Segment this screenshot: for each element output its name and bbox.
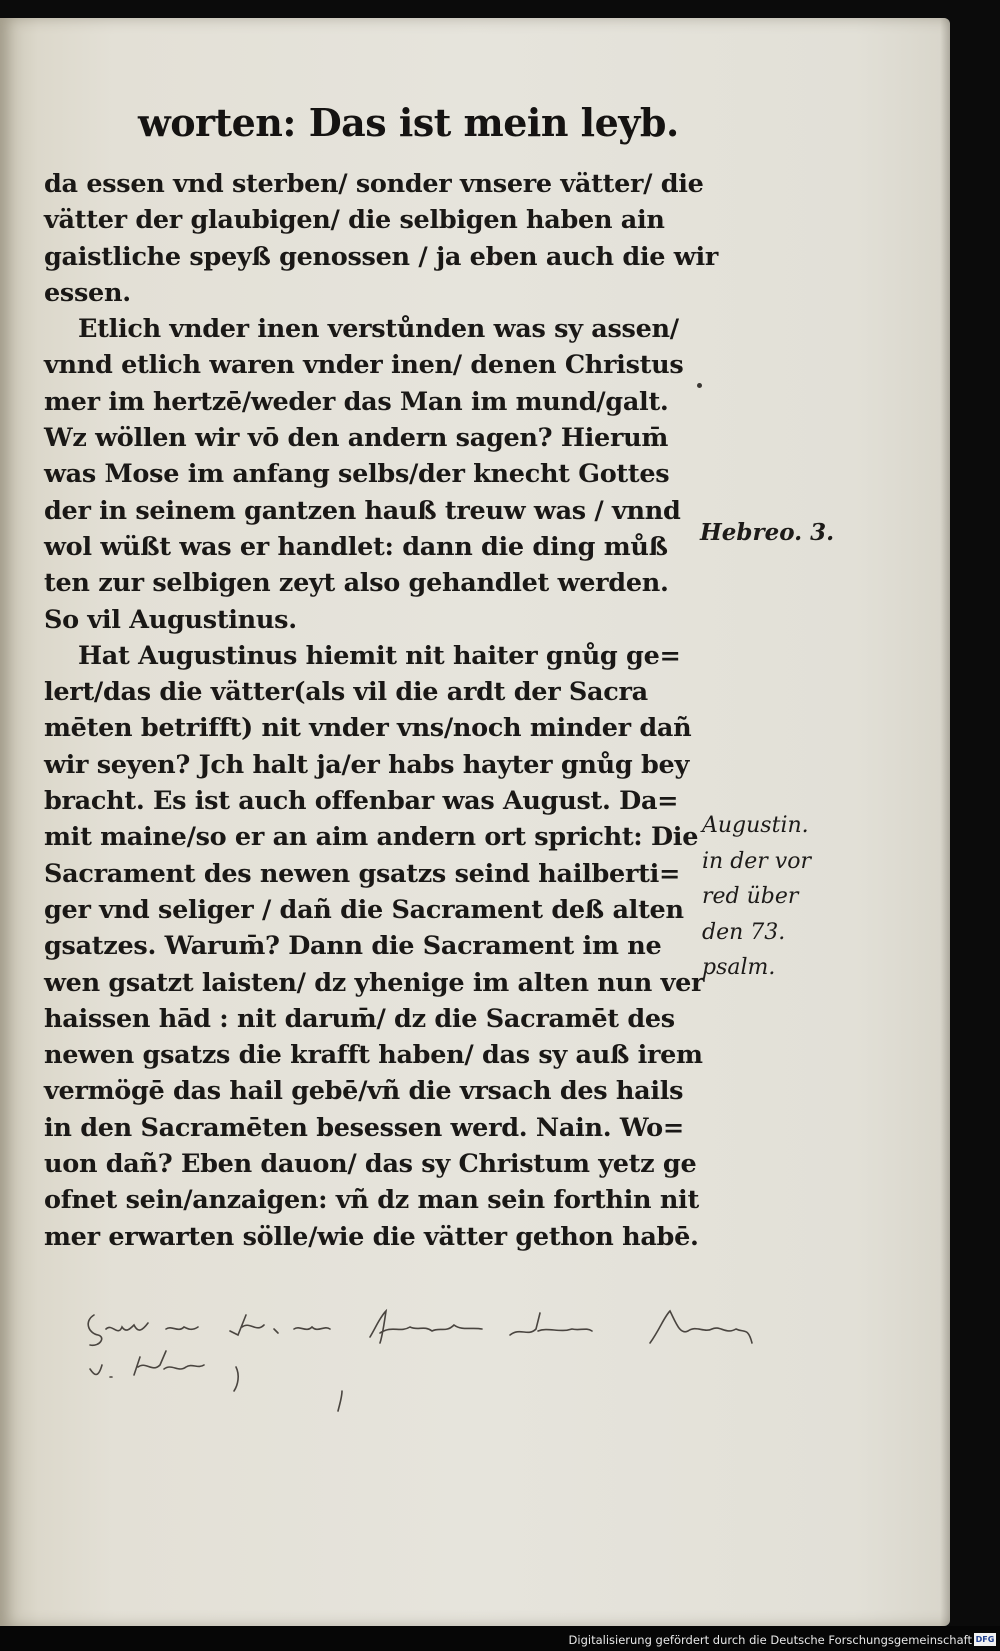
- text-line: der in seinem gantzen hauß treuw was / vnnd: [44, 495, 681, 526]
- book-page: [0, 18, 950, 1626]
- text-line: lert/das die vätter(als vil die ardt der Sacra: [44, 677, 648, 708]
- text-line: vermögē das hail gebē/vñ die vrsach des hails: [44, 1076, 684, 1107]
- marginal-line: den 73.: [702, 919, 786, 945]
- text-line: gaistliche speyß genossen / ja eben auch die wir: [44, 241, 718, 272]
- text-line: da essen vnd sterben/ sonder vnsere vätter/ die: [44, 169, 704, 199]
- text-line: mēten betrifft) nit vnder vns/noch minder dañ: [44, 713, 692, 744]
- text-line: ten zur selbigen zeyt also gehandlet werden.: [44, 568, 669, 599]
- text-line: was Mose im anfang selbs/der knecht Gottes: [44, 459, 670, 490]
- text-line: haissen hād : nit darum̄/ dz die Sacramēt des: [44, 1003, 675, 1034]
- text-line: newen gsatzs die krafft haben/ das sy auß irem: [44, 1040, 703, 1071]
- text-line: mer erwarten sölle/wie die vätter gethon habē.: [44, 1221, 699, 1252]
- body-text: [44, 166, 724, 1255]
- text-line: uon dañ? Eben dauon/ das sy Christum yetz ge: [44, 1149, 697, 1180]
- text-line: gsatzes. Warum̄? Dann die Sacrament im ne: [44, 931, 662, 962]
- text-line: wir seyen? Jch halt ja/er habs hayter gnůg bey: [44, 749, 689, 780]
- text-line: So vil Augustinus.: [44, 604, 297, 635]
- text-line: wol wüßt was er handlet: dann die ding můß: [44, 531, 668, 562]
- footer-bar: [0, 1626, 1000, 1651]
- text-line: ger vnd seliger / dañ die Sacrament deß alten: [44, 894, 684, 925]
- text-line: mit maine/so er an aim andern ort spricht: Die: [44, 822, 699, 853]
- funding-credit: Digitalisierung gefördert durch die Deutsche Forschungsgemeinschaft: [568, 1633, 972, 1647]
- text-line: vätter der glaubigen/ die selbigen haben ain: [44, 205, 665, 236]
- text-line: Hat Augustinus hiemit nit haiter gnůg ge=: [78, 640, 681, 671]
- marginal-note-augustin: [702, 808, 811, 986]
- marginal-note-hebreo: Hebreo. 3.: [700, 519, 835, 546]
- marginal-line: psalm.: [702, 955, 776, 980]
- text-line: Wz wöllen wir vō den andern sagen? Hierum̄: [44, 423, 669, 454]
- text-line: ofnet sein/anzaigen: vñ dz man sein forthin nit: [44, 1185, 699, 1216]
- text-line: wen gsatzt laisten/ dz yhenige im alten nun ver: [44, 967, 705, 998]
- running-header: worten: Das ist mein leyb.: [138, 100, 679, 145]
- text-line: Sacrament des newen gsatzs seind hailberti=: [44, 858, 681, 889]
- text-line: essen.: [44, 277, 131, 308]
- marginal-line: red über: [702, 884, 799, 909]
- text-line: Etlich vnder inen verstůnden was sy assen/: [78, 314, 679, 345]
- marginal-line: in der vor: [702, 848, 812, 874]
- text-line: bracht. Es ist auch offenbar was August. Da=: [44, 786, 679, 817]
- text-line: in den Sacramēten besessen werd. Nain. Wo=: [44, 1112, 684, 1143]
- text-line: mer im hertzē/weder das Man im mund/galt.: [44, 386, 669, 417]
- marginal-line: Augustin.: [702, 813, 809, 838]
- handwritten-annotation: [80, 1303, 940, 1423]
- text-line: vnnd etlich waren vnder inen/ denen Christus: [44, 350, 684, 381]
- dfg-logo: DFG: [975, 1635, 995, 1644]
- ink-dot: [697, 383, 702, 388]
